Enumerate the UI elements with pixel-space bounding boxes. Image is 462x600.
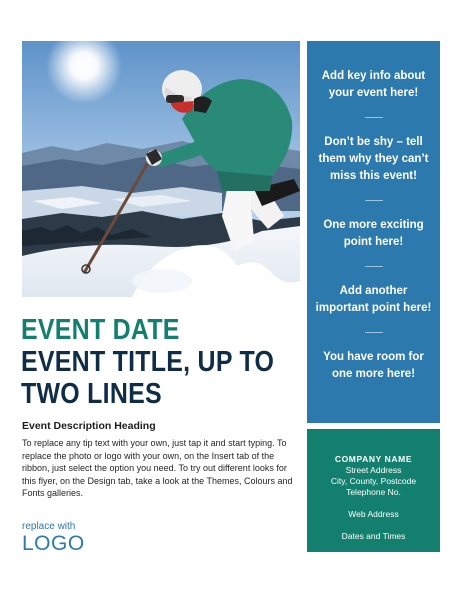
event-title-line-2: TWO LINES: [21, 378, 162, 410]
skier-illustration: [22, 41, 300, 297]
event-photo: [22, 41, 300, 297]
logo-placeholder[interactable]: [22, 521, 85, 555]
web-address[interactable]: Web Address: [348, 509, 399, 519]
city-address[interactable]: City, County, Postcode: [330, 476, 417, 486]
company-info-panel: [307, 429, 440, 552]
event-date[interactable]: EVENT DATE: [21, 314, 180, 346]
street-address[interactable]: Street Address: [345, 465, 402, 475]
dates-and-times[interactable]: Dates and Times: [341, 531, 406, 541]
company-name[interactable]: COMPANY NAME: [334, 454, 413, 464]
telephone[interactable]: Telephone No.: [346, 487, 401, 497]
key-point-5[interactable]: You have room for one more here!: [323, 351, 424, 380]
event-title-line-1: EVENT TITLE, UP TO: [21, 346, 275, 378]
logo-text: LOGO: [22, 532, 85, 555]
description-body[interactable]: To replace any tip text with your own, just tap it and start typing. To replace the photo or logo with your own, on the Insert tab of the ribbon, just select the option you need. To try out different looks for this flyer, on the Design tab, take a look at the Themes, Colours and Fonts galleries.: [22, 438, 293, 498]
divider: [365, 200, 383, 201]
description-heading[interactable]: Event Description Heading: [22, 420, 156, 432]
key-point-3[interactable]: One more exciting point here!: [323, 219, 424, 248]
key-point-2[interactable]: Don’t be shy – tell them why they can’t miss this event!: [318, 136, 429, 182]
divider: [365, 117, 383, 118]
event-title[interactable]: [21, 346, 296, 410]
key-points-panel: [307, 41, 440, 423]
divider: [365, 332, 383, 333]
key-point-4[interactable]: Add another important point here!: [315, 285, 432, 314]
logo-caption: replace with: [22, 521, 76, 532]
key-point-1[interactable]: Add key info about your event here!: [321, 70, 426, 99]
divider: [365, 266, 383, 267]
